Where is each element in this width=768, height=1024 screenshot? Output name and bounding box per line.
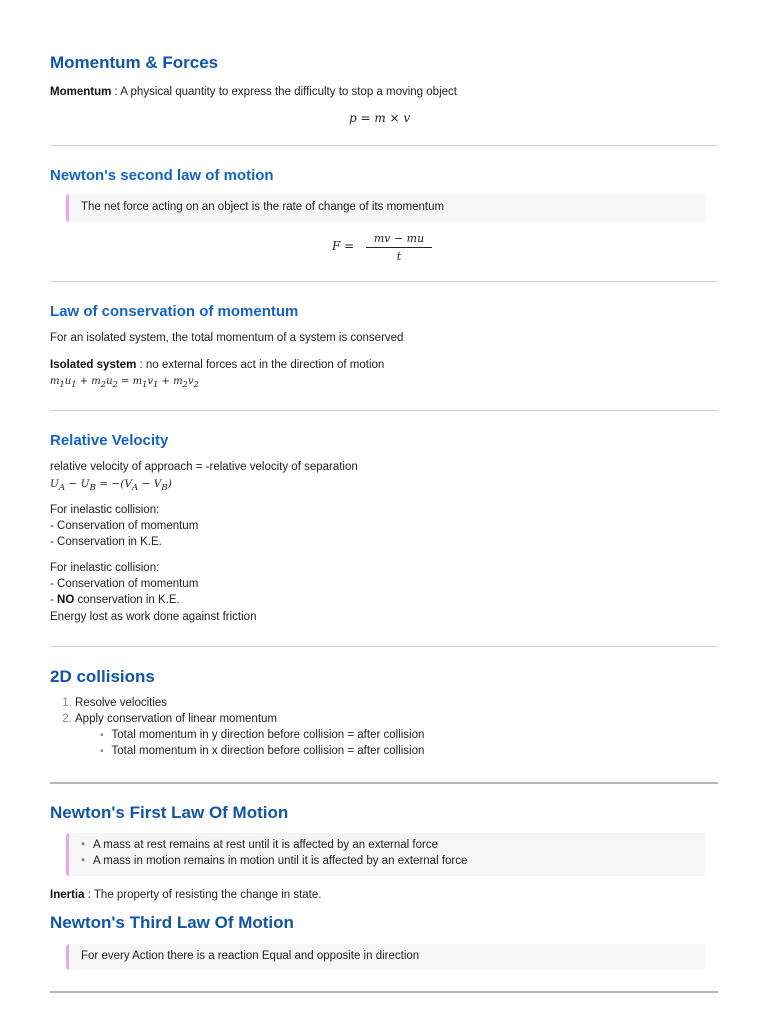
momentum-formula: p = m × v xyxy=(349,111,411,125)
callout-text: For every Action there is a reaction Equal and opposite in direction xyxy=(81,950,420,962)
sub-item-label: Total momentum in x direction before collision = after collision xyxy=(111,745,425,757)
no-emphasis: NO xyxy=(57,594,75,606)
callout-text: The net force acting on an object is the rate of change of its momentum xyxy=(81,201,445,213)
elastic-heading: For inelastic collision: xyxy=(50,504,160,516)
list-item xyxy=(75,711,425,757)
newton-first-law-callout xyxy=(66,833,705,876)
force-formula-fraction xyxy=(366,232,432,263)
relative-velocity-text: relative velocity of approach = -relative velocity of separation xyxy=(50,461,358,473)
sub-list xyxy=(75,727,424,759)
inertia-term: Inertia xyxy=(50,889,85,901)
list-item xyxy=(75,695,424,711)
newton-first-law-heading: Newton's First Law Of Motion xyxy=(50,803,289,822)
inelastic-item: - Conservation of momentum xyxy=(50,578,199,590)
sub-item-label: Total momentum in y direction before collision = after collision xyxy=(111,729,425,741)
force-formula-lhs: F = xyxy=(332,239,355,253)
isolated-system-definition xyxy=(50,359,384,371)
sub-list-item xyxy=(100,743,424,759)
isolated-system-term: Isolated system xyxy=(50,359,137,371)
divider xyxy=(50,281,718,282)
newton-third-law-callout xyxy=(66,944,705,970)
step-label: Apply conservation of linear momentum xyxy=(75,713,277,725)
inelastic-heading: For inelastic collision: xyxy=(50,562,160,574)
newton-second-law-heading: Newton's second law of motion xyxy=(50,167,274,184)
newton-third-law-heading: Newton's Third Law Of Motion xyxy=(50,913,294,932)
divider xyxy=(50,782,718,784)
page-title: Momentum & Forces xyxy=(50,53,219,72)
inelastic-item xyxy=(50,594,180,606)
fraction-numerator: mv − mu xyxy=(373,232,425,245)
inelastic-item: Energy lost as work done against friction xyxy=(50,611,257,623)
relative-velocity-equation: $U_A - U_B = -(V_A - V_B)$ xyxy=(50,478,172,494)
callout-bullet: • A mass at rest remains at rest until it is affected by an external force xyxy=(81,839,438,851)
collisions-2d-heading: 2D collisions xyxy=(50,667,155,686)
conservation-text: For an isolated system, the total momentum of a system is conserved xyxy=(50,332,404,344)
divider xyxy=(50,646,718,647)
fraction-denominator: t xyxy=(396,250,402,263)
elastic-item: - Conservation of momentum xyxy=(50,520,199,532)
momentum-definition xyxy=(50,86,457,98)
momentum-term: Momentum xyxy=(50,86,112,98)
newton-second-law-callout xyxy=(66,194,705,222)
divider xyxy=(50,410,718,411)
collisions-2d-steps xyxy=(50,695,425,757)
inertia-text: : The property of resisting the change in state. xyxy=(84,889,322,901)
callout-bullet: • A mass in motion remains in motion until it is affected by an external force xyxy=(81,855,467,867)
inelastic-rest: conservation in K.E. xyxy=(74,594,180,606)
sub-list-item xyxy=(100,727,424,743)
elastic-item: - Conservation in K.E. xyxy=(50,536,162,548)
conservation-equation: $m_1u_1 + m_2u_2 = m_1v_1 + m_2v_2$ xyxy=(50,376,199,389)
relative-velocity-heading: Relative Velocity xyxy=(50,432,169,449)
momentum-def-text: : A physical quantity to express the difficulty to stop a moving object xyxy=(111,86,457,98)
fraction-bar xyxy=(366,247,432,248)
step-label: Resolve velocities xyxy=(75,697,168,709)
inertia-definition xyxy=(50,889,321,901)
divider xyxy=(50,991,718,993)
isolated-system-text: : no external forces act in the direction of motion xyxy=(136,359,385,371)
conservation-heading: Law of conservation of momentum xyxy=(50,303,299,320)
divider xyxy=(50,145,718,146)
inelastic-prefix: - xyxy=(50,594,58,606)
